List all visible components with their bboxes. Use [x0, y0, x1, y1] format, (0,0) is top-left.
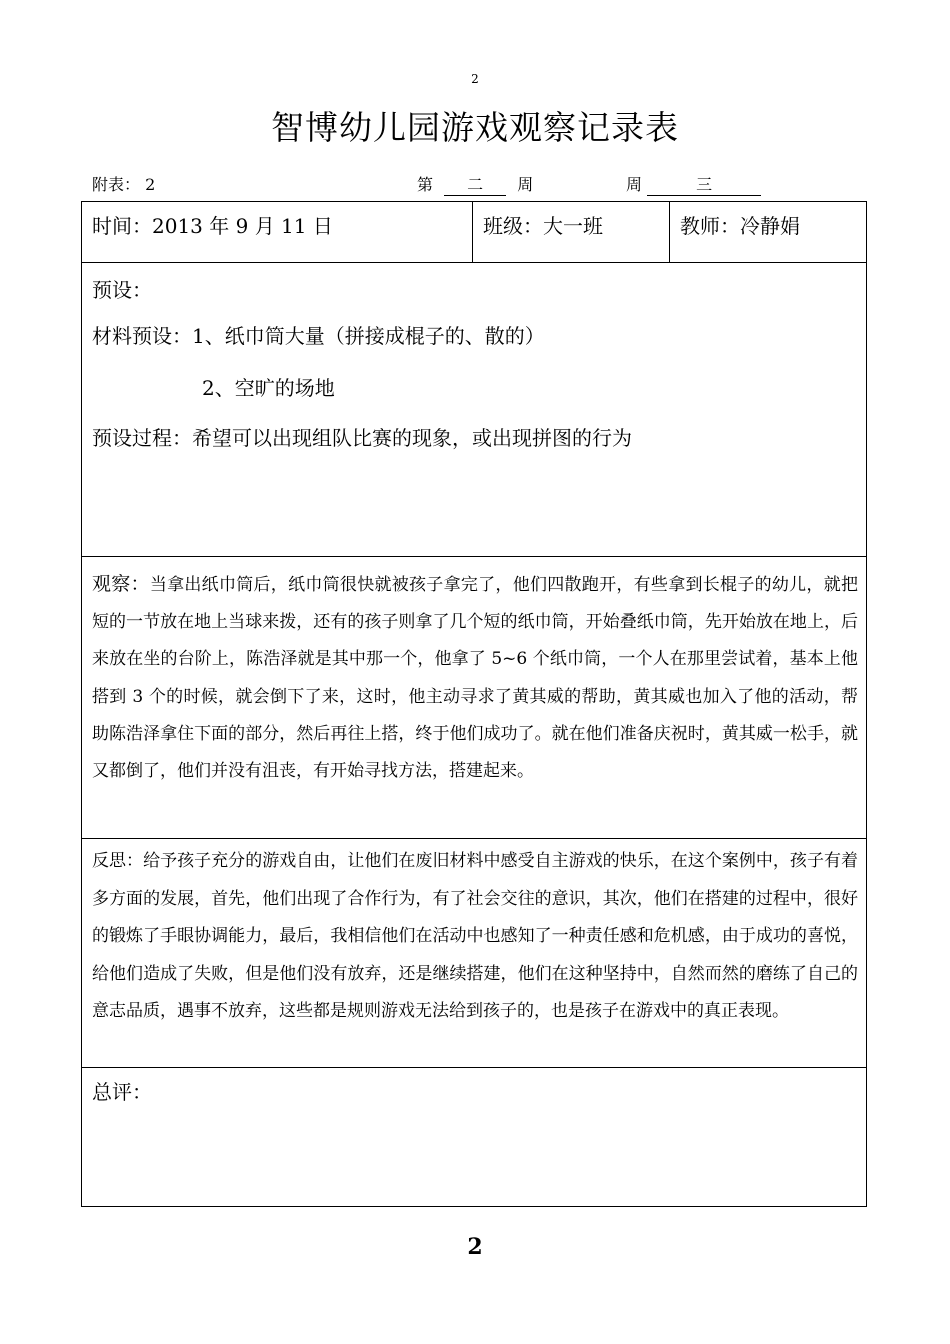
page-number-bottom: 2	[467, 1234, 483, 1260]
week-suffix: 周	[517, 175, 534, 194]
materials-line-2: 2、空旷的场地	[202, 376, 335, 400]
teacher-cell: 教师：冷静娟	[680, 214, 800, 238]
day-prefix: 周	[626, 175, 643, 194]
time-cell: 时间：2013 年 9 月 11 日	[92, 214, 333, 238]
document-title: 智博幼儿园游戏观察记录表	[271, 108, 679, 147]
row-divider	[81, 838, 867, 839]
row-divider	[81, 556, 867, 557]
page-number-top: 2	[471, 72, 479, 86]
observation-body: 当拿出纸巾筒后，纸巾筒很快就被孩子拿完了，他们四散跑开，有些拿到长棍子的幼儿，就把短的一节放在地上当球来拨，还有的孩子则拿了几个短的纸巾筒，开始叠纸巾筒，先开始放在地上，后来放在坐的台阶上，陈浩泽就是其中那一个，他拿了 5~6 个纸巾筒，一个人在那里尝试着，基本上他搭到 3 个的时候，就会倒下了来，这时，他主动寻求了黄其威的帮助，黄其威也加入了他的活动，帮助陈浩泽拿住下面的部分，然后再往上搭，终于他们成功了。就在他们准备庆祝时，黄其威一松手，就又都倒了，他们并没有沮丧，有开始寻找方法，搭建起来。	[92, 575, 858, 782]
reflection-text: 反思：给予孩子充分的游戏自由，让他们在废旧材料中感受自主游戏的快乐，在这个案例中，孩子有着多方面的发展，首先，他们出现了合作行为，有了社会交往的意识，其次，他们在搭建的过程中，很好的锻炼了手眼协调能力，最后，我相信他们在活动中也感知了一种责任感和危机感，由于成功的喜悦，给他们造成了失败，但是他们没有放弃，还是继续搭建，他们在这种坚持中，自然而然的磨练了自己的意志品质，遇事不放弃，这些都是规则游戏无法给到孩子的，也是孩子在游戏中的真正表现。	[92, 851, 858, 1021]
week-value: 二	[444, 172, 506, 196]
row-divider	[81, 262, 867, 263]
preset-process: 预设过程：希望可以出现组队比赛的现象，或出现拼图的行为	[92, 426, 632, 450]
attachment-label: 附表： 2	[92, 175, 156, 194]
summary-label: 总评：	[92, 1080, 152, 1104]
preset-label: 预设：	[92, 278, 152, 302]
day-value: 三	[647, 172, 761, 196]
observation-text	[92, 566, 858, 790]
materials-line-1: 材料预设：1、纸巾筒大量（拼接成棍子的、散的）	[92, 324, 545, 348]
week-field	[417, 172, 533, 196]
class-cell: 班级：大一班	[483, 214, 603, 238]
column-divider	[669, 201, 670, 263]
week-prefix: 第	[417, 175, 434, 194]
day-field	[626, 172, 761, 196]
observation-label: 观察：	[92, 573, 150, 595]
row-divider	[81, 1067, 867, 1068]
column-divider	[472, 201, 473, 263]
